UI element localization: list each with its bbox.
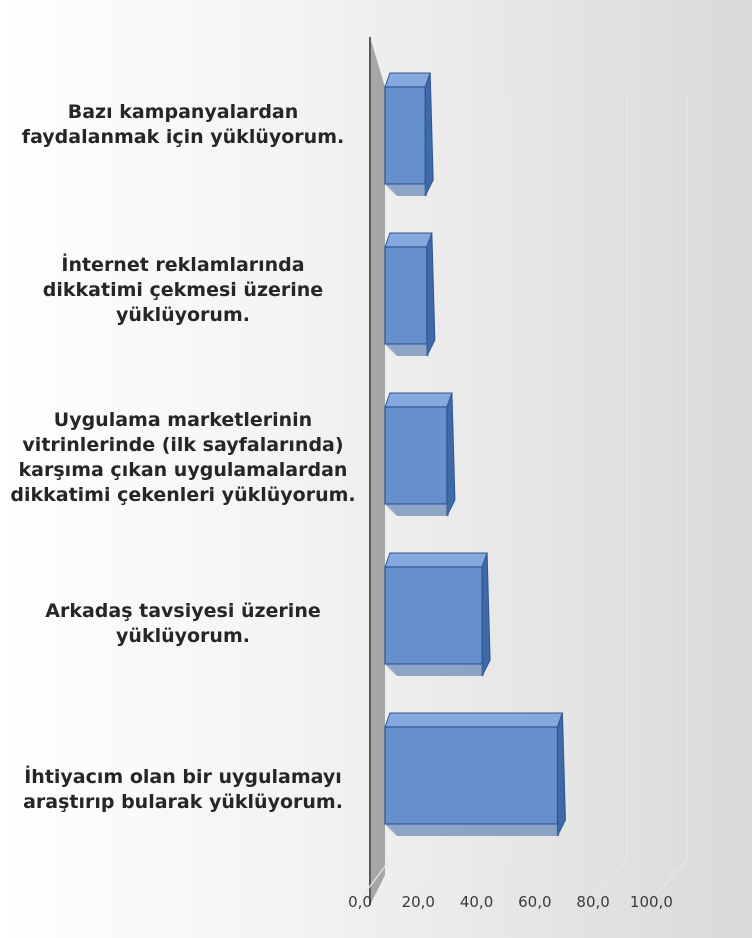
bar-side-face xyxy=(482,553,490,676)
chart-wall xyxy=(370,37,385,905)
category-label-line: Bazı kampanyalardan xyxy=(67,101,299,123)
x-tick-label: 0,0 xyxy=(348,893,372,911)
bar-side-face xyxy=(425,73,433,196)
bar-bottom-face xyxy=(385,184,427,196)
category-label xyxy=(8,599,358,649)
bar xyxy=(385,727,557,824)
category-label-line: vitrinlerinde (ilk sayfalarında) xyxy=(22,434,344,456)
bar-side-face xyxy=(447,393,455,516)
category-label-line: faydalanmak için yüklüyorum. xyxy=(21,126,345,148)
bar-side-face xyxy=(427,233,435,356)
category-label-line: yüklüyorum. xyxy=(116,625,250,647)
bar-top-face xyxy=(385,393,452,407)
x-tick-label: 80,0 xyxy=(576,893,610,911)
category-label-line: İnternet reklamlarında xyxy=(61,253,305,276)
floor-gridline xyxy=(653,861,686,897)
floor-gridline xyxy=(595,861,627,897)
bar-bottom-face xyxy=(385,504,449,516)
bar-top-face xyxy=(385,713,562,727)
bar-bottom-face xyxy=(385,344,429,356)
bar xyxy=(385,407,447,504)
bar-top-face xyxy=(385,553,487,567)
category-label xyxy=(8,765,358,815)
bar-bottom-face xyxy=(385,664,484,676)
category-label xyxy=(8,408,358,508)
bar-side-face xyxy=(557,713,565,836)
bar xyxy=(385,247,427,344)
bar-bottom-face xyxy=(385,824,559,836)
category-label-line: karşıma çıkan uygulamalardan xyxy=(18,459,348,481)
floor-gridline xyxy=(479,861,508,897)
category-label-line: İhtiyacım olan bir uygulamayı xyxy=(24,766,342,788)
category-label xyxy=(8,253,358,328)
bar xyxy=(385,87,425,184)
floor-gridline xyxy=(420,861,448,897)
category-label-line: yüklüyorum. xyxy=(116,303,250,326)
bar-top-face xyxy=(385,233,432,247)
category-label-line: dikkatimi çekenleri yüklüyorum. xyxy=(10,484,356,506)
category-label-line: Uygulama marketlerinin xyxy=(53,409,313,431)
x-tick-label: 100,0 xyxy=(629,893,673,911)
floor-gridline xyxy=(537,861,568,897)
x-tick-label: 40,0 xyxy=(459,893,494,911)
x-tick-label: 60,0 xyxy=(518,893,552,911)
category-label-line: dikkatimi çekmesi üzerine xyxy=(42,278,324,301)
bar xyxy=(385,567,482,664)
bar-top-face xyxy=(385,73,430,87)
x-tick-label: 20,0 xyxy=(401,893,435,911)
category-label-line: araştırıp bularak yüklüyorum. xyxy=(23,791,343,813)
category-label xyxy=(8,100,358,150)
category-label-line: Arkadaş tavsiyesi üzerine xyxy=(45,600,321,622)
